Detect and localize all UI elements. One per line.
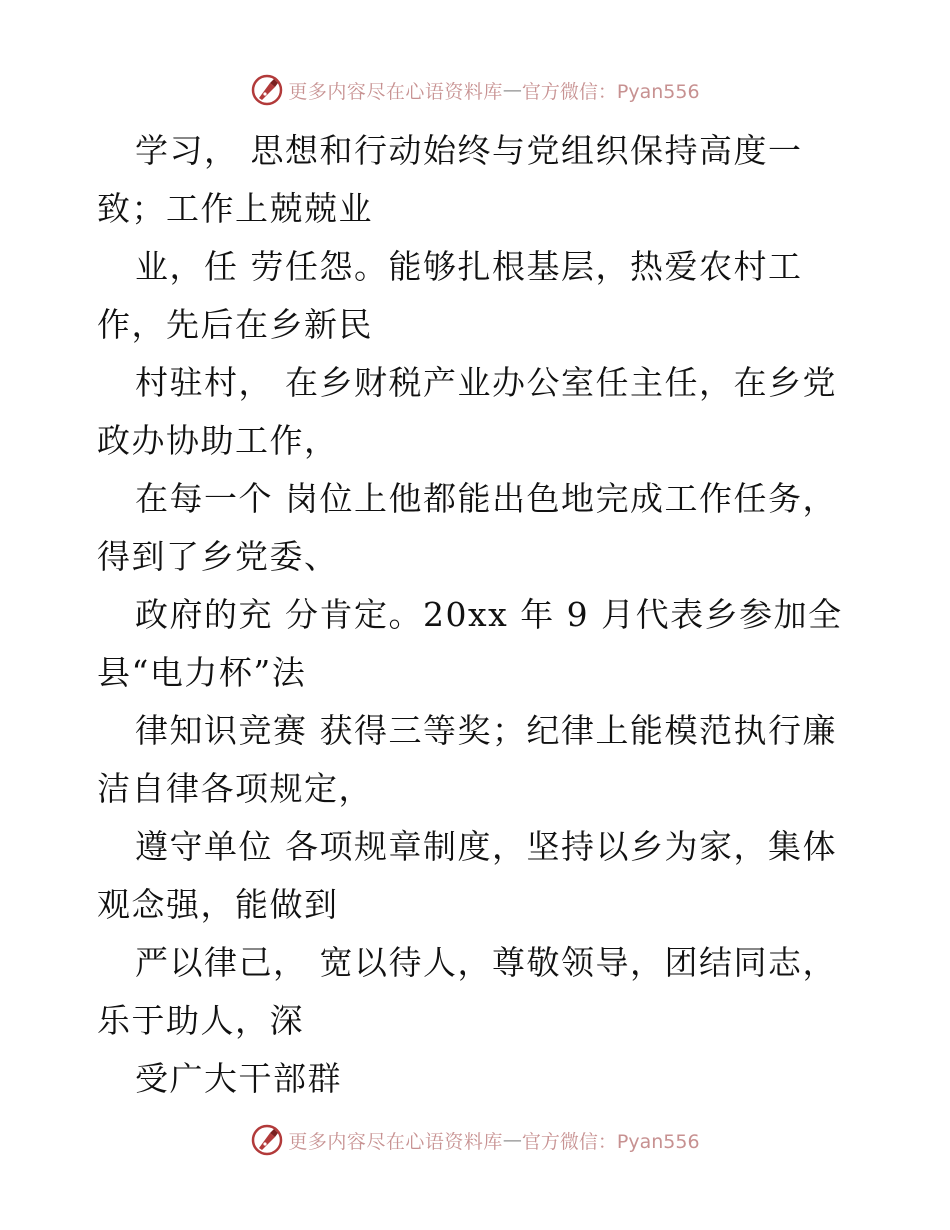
header-watermark	[0, 70, 950, 110]
body-line: 得到了乡党委、	[97, 537, 339, 576]
footer-separator: —	[502, 1129, 522, 1151]
body-line: 乐于助人，深	[97, 1001, 304, 1040]
body-line: 严以律己， 宽以待人，尊敬领导，团结同志，	[135, 943, 837, 982]
body-line: 律知识竞赛 获得三等奖；纪律上能模范执行廉	[135, 711, 837, 750]
body-line: 洁自律各项规定，	[97, 769, 373, 808]
header-separator: —	[502, 79, 522, 101]
document-body	[97, 122, 857, 1108]
body-line: 遵守单位 各项规章制度，坚持以乡为家，集体	[135, 827, 837, 866]
pen-nib-logo-icon	[250, 1123, 284, 1157]
footer-site-text: 更多内容尽在心语资料库	[288, 1130, 503, 1153]
body-line: 政府的充 分肯定。20xx 年 9 月代表乡参加全	[135, 595, 843, 634]
body-line: 村驻村， 在乡财税产业办公室任主任，在乡党	[135, 363, 837, 402]
body-line: 在每一个 岗位上他都能出色地完成工作任务，	[135, 479, 837, 518]
body-line: 受广大干部群	[135, 1059, 342, 1098]
body-line: 作，先后在乡新民	[97, 305, 373, 344]
footer-wechat-text: 官方微信：Pyan556	[521, 1130, 700, 1153]
header-site-text: 更多内容尽在心语资料库	[288, 80, 503, 103]
body-line: 县“电力杯”法	[97, 653, 307, 692]
body-line: 业，任 劳任怨。能够扎根基层，热爱农村工	[135, 247, 803, 286]
body-line: 致；工作上兢兢业	[97, 189, 373, 228]
footer-watermark	[0, 1120, 950, 1160]
header-wechat-text: 官方微信：Pyan556	[521, 80, 700, 103]
pen-nib-logo-icon	[250, 73, 284, 107]
body-line: 学习， 思想和行动始终与党组织保持高度一	[135, 131, 803, 170]
body-line: 观念强，能做到	[97, 885, 339, 924]
body-line: 政办协助工作，	[97, 421, 339, 460]
